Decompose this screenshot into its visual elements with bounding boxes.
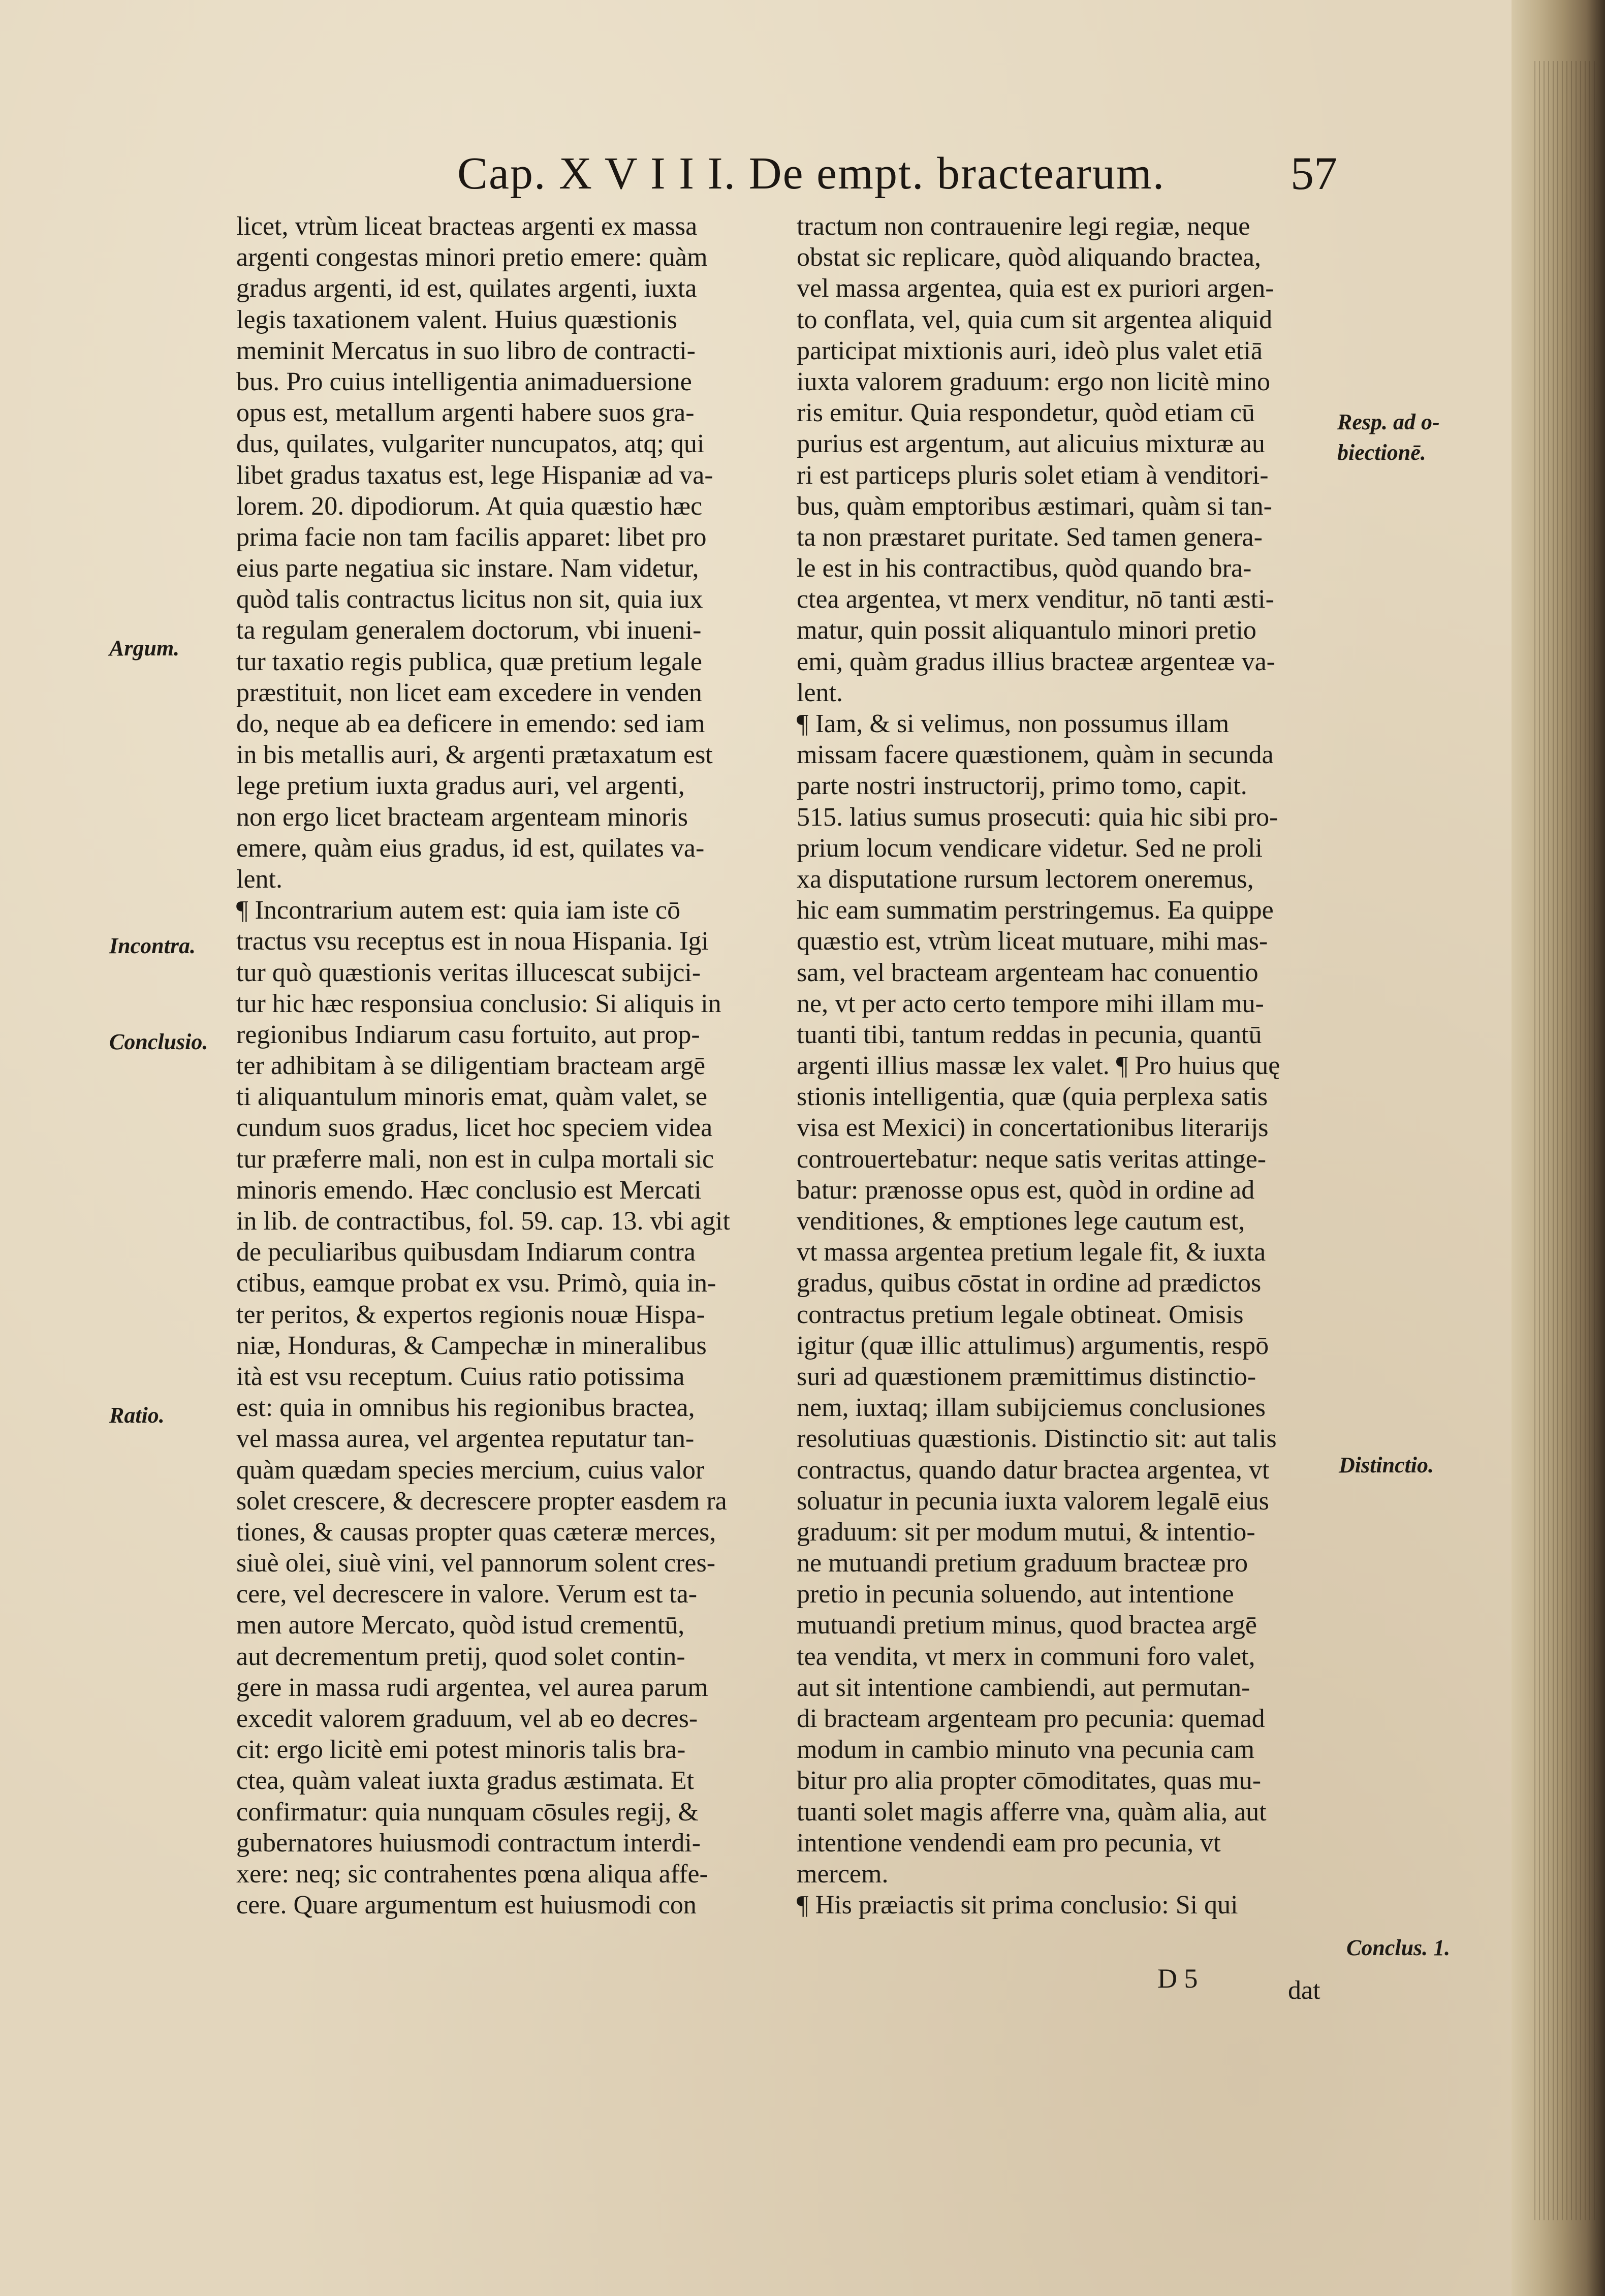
text-line: visa est Mexici) in concertationibus literarijs	[797, 1113, 1269, 1143]
text-line: lent.	[797, 678, 843, 707]
text-line: xa disputatione rursum lectorem oneremus,	[797, 864, 1254, 894]
text-line: argenti illius massæ lex valet. ¶ Pro huius quę	[797, 1051, 1280, 1081]
text-line: ris emitur. Quia respondetur, quòd etiam cū	[797, 398, 1255, 428]
text-line: vel massa argentea, quia est ex puriori argen-	[797, 274, 1274, 303]
text-line: præstituit, non licet eam excedere in venden	[236, 678, 702, 707]
right-text-column	[797, 211, 1305, 1921]
text-line: parte nostri instructorij, primo tomo, capit.	[797, 771, 1247, 801]
text-line: vt massa argentea pretium legale fit, & iuxta	[797, 1238, 1266, 1267]
text-line: ti aliquantulum minoris emat, quàm valet, se	[236, 1082, 708, 1112]
text-line: le est in his contractibus, quòd quando bra-	[797, 554, 1252, 583]
text-line: matur, quin possit aliquantulo minori pretio	[797, 616, 1256, 645]
text-line: emi, quàm gradus illius bracteæ argenteæ va-	[797, 647, 1275, 676]
margin-note-ratio: Ratio.	[109, 1403, 165, 1428]
text-line: xere: neq; sic contrahentes pœna aliqua affe-	[236, 1859, 708, 1889]
text-line: de peculiaribus quibusdam Indiarum contra	[236, 1238, 696, 1267]
text-line: sam, vel bracteam argenteam hac conuentio	[797, 958, 1258, 987]
text-line: cere. Quare argumentum est huiusmodi con	[236, 1891, 697, 1920]
text-line: cere, vel decrescere in valore. Verum est ta-	[236, 1580, 698, 1609]
text-line: graduum: sit per modum mutui, & intentio-	[797, 1517, 1255, 1547]
text-line: tuanti solet magis afferre vna, quàm alia, aut	[797, 1797, 1267, 1827]
text-line: iuxta valorem graduum: ergo non licitè mino	[797, 367, 1270, 396]
text-line: mutuandi pretium minus, quod bractea argē	[797, 1611, 1257, 1640]
catchword: dat	[1288, 1976, 1320, 2005]
margin-note-distinctio: Distinctio.	[1339, 1453, 1434, 1477]
text-line: solet crescere, & decrescere propter easdem ra	[236, 1486, 727, 1516]
text-line: in lib. de contractibus, fol. 59. cap. 13. vbi agit	[236, 1207, 730, 1236]
text-line: ta non præstaret puritate. Sed tamen genera-	[797, 522, 1263, 552]
text-line: libet gradus taxatus est, lege Hispaniæ ad va-	[236, 460, 713, 490]
text-line: ità est vsu receptum. Cuius ratio potissima	[236, 1362, 685, 1391]
text-line: emere, quàm eius gradus, id est, quilates va-	[236, 833, 705, 863]
text-line: prima facie non tam facilis apparet: libet pro	[236, 522, 707, 552]
text-line: to conflata, vel, quia cum sit argentea aliquid	[797, 305, 1273, 334]
text-line: quæstio est, vtrùm liceat mutuare, mihi mas-	[797, 927, 1268, 956]
text-line: lege pretium iuxta gradus auri, vel argenti,	[236, 771, 685, 801]
text-line: ctea, quàm valeat iuxta gradus æstimata. Et	[236, 1766, 695, 1796]
text-line: confirmatur: quia nunquam cōsules regij, &	[236, 1797, 699, 1827]
text-line: tractum non contrauenire legi regiæ, neque	[797, 212, 1250, 241]
text-line: excedit valorem graduum, vel ab eo decres-	[236, 1704, 698, 1733]
text-line: niæ, Honduras, & Campechæ in mineralibus	[236, 1331, 707, 1360]
page-edge-leaves	[1534, 61, 1595, 2220]
margin-note-resp-line-1: Resp. ad o-	[1337, 410, 1440, 434]
text-line: tur taxatio regis publica, quæ pretium legale	[236, 647, 702, 676]
text-line: nem, iuxtaq; illam subijciemus conclusiones	[797, 1393, 1266, 1423]
text-line: cundum suos gradus, licet hoc speciem videa	[236, 1113, 713, 1143]
text-line: gere in massa rudi argentea, vel aurea parum	[236, 1673, 708, 1702]
page-header	[457, 147, 1372, 208]
text-line: ter adhibitam à se diligentiam bracteam argē	[236, 1051, 706, 1081]
page-number: 57	[1291, 147, 1337, 199]
text-line: eius parte negatiua sic instare. Nam videtur,	[236, 554, 699, 583]
text-line: lorem. 20. dipodiorum. At quia quæstio hæc	[236, 491, 703, 521]
text-line: stionis intelligentia, quæ (quia perplexa satis	[797, 1082, 1268, 1112]
text-line: mercem.	[797, 1859, 889, 1889]
text-line: bus, quàm emptoribus æstimari, quàm si tan-	[797, 491, 1272, 521]
text-line: ne, vt per acto certo tempore mihi illam mu-	[797, 989, 1264, 1018]
text-line: tuanti tibi, tantum reddas in pecunia, quantū	[797, 1020, 1262, 1049]
text-line: contractus pretium legale obtineat. Omisis	[797, 1300, 1244, 1329]
text-line: participat mixtionis auri, ideò plus valet etiā	[797, 336, 1263, 365]
text-line: ne mutuandi pretium graduum bracteæ pro	[797, 1549, 1248, 1578]
text-line: men autore Mercato, quòd istud crementū,	[236, 1611, 685, 1640]
text-line: modum in cambio minuto vna pecunia cam	[797, 1735, 1255, 1765]
text-line: bus. Pro cuius intelligentia animaduersione	[236, 367, 692, 396]
text-line: ter peritos, & expertos regionis nouæ Hispa-	[236, 1300, 705, 1329]
text-line: siuè olei, siuè vini, vel pannorum solent cres-	[236, 1549, 716, 1578]
text-line: dus, quilates, vulgariter nuncupatos, atq; qui	[236, 429, 705, 459]
text-line: suri ad quæstionem præmittimus distinctio-	[797, 1362, 1256, 1391]
text-line: est: quia in omnibus his regionibus bractea,	[236, 1393, 695, 1423]
text-line: ¶ Iam, & si velimus, non possumus illam	[797, 709, 1230, 738]
text-line: batur: prænosse opus est, quòd in ordine ad	[797, 1175, 1255, 1205]
text-line: tur quò quæstionis veritas illucescat subijci-	[236, 958, 701, 987]
text-line: tur hic hæc responsiua conclusio: Si aliquis in	[236, 989, 721, 1018]
text-line: in bis metallis auri, & argenti prætaxatum est	[236, 740, 713, 770]
margin-note-resp-line-2: biectionē.	[1337, 440, 1426, 465]
text-line: tiones, & causas propter quas cæteræ merces,	[236, 1517, 716, 1547]
left-text-column	[236, 211, 744, 1921]
text-line: missam facere quæstionem, quàm in secunda	[797, 740, 1274, 770]
text-line: aut decrementum pretij, quod solet contin-	[236, 1642, 685, 1671]
text-line: vel massa aurea, vel argentea reputatur tan-	[236, 1424, 695, 1454]
margin-note-argum: Argum.	[109, 636, 180, 661]
margin-note-incontra: Incontra.	[109, 933, 196, 958]
running-head: Cap. X V I I I. De empt. bractearum.	[457, 148, 1166, 199]
text-line: tea vendita, vt merx in communi foro valet,	[797, 1642, 1255, 1671]
text-line: hic eam summatim perstringemus. Ea quippe	[797, 896, 1274, 925]
text-line: lent.	[236, 864, 282, 894]
text-line: resolutiuas quæstionis. Distinctio sit: aut talis	[797, 1424, 1277, 1454]
text-line: do, neque ab ea deficere in emendo: sed iam	[236, 709, 705, 738]
text-line: meminit Mercatus in suo libro de contracti-	[236, 336, 696, 365]
text-line: bitur pro alia propter cōmoditates, quas mu-	[797, 1766, 1262, 1796]
text-line: tractus vsu receptus est in noua Hispania. Igi	[236, 927, 709, 956]
margin-note-conclusio-1: Conclus. 1.	[1346, 1935, 1451, 1960]
text-line: minoris emendo. Hæc conclusio est Mercati	[236, 1175, 702, 1205]
text-line: purius est argentum, aut alicuius mixturæ au	[797, 429, 1265, 459]
text-line: gradus argenti, id est, quilates argenti, iuxta	[236, 274, 697, 303]
text-line: quàm quædam species mercium, cuius valor	[236, 1455, 705, 1485]
text-line: quòd talis contractus licitus non sit, quia iux	[236, 585, 703, 614]
text-line: tur præferre mali, non est in culpa mortali sic	[236, 1144, 714, 1174]
text-line: gubernatores huiusmodi contractum interdi-	[236, 1828, 701, 1858]
text-line: regionibus Indiarum casu fortuito, aut prop-	[236, 1020, 700, 1049]
text-line: venditiones, & emptiones lege cautum est,	[797, 1207, 1245, 1236]
text-line: cit: ergo licitè emi potest minoris talis bra-	[236, 1735, 686, 1765]
text-line: ta regulam generalem doctorum, vbi inueni-	[236, 616, 702, 645]
text-line: ¶ His præiactis sit prima conclusio: Si qui	[797, 1891, 1238, 1920]
text-line: argenti congestas minori pretio emere: quàm	[236, 243, 708, 272]
text-line: ctibus, eamque probat ex vsu. Primò, quia in-	[236, 1269, 716, 1298]
text-line: ri est particeps pluris solet etiam à venditori-	[797, 460, 1269, 490]
text-line: gradus, quibus cōstat in ordine ad prædictos	[797, 1269, 1262, 1298]
text-line: igitur (quæ illic attulimus) argumentis, respō	[797, 1331, 1269, 1360]
text-line: soluatur in pecunia iuxta valorem legalē eius	[797, 1486, 1269, 1516]
text-line: licet, vtrùm liceat bracteas argenti ex massa	[236, 212, 698, 241]
text-line: prium locum vendicare videtur. Sed ne proli	[797, 833, 1263, 863]
text-line: 515. latius sumus prosecuti: quia hic sibi pro-	[797, 802, 1278, 832]
text-line: ctea argentea, vt merx venditur, nō tanti æsti-	[797, 585, 1274, 614]
text-line: legis taxationem valent. Huius quæstionis	[236, 305, 678, 334]
signature-mark: D 5	[1157, 1963, 1198, 1994]
text-line: contractus, quando datur bractea argentea, vt	[797, 1455, 1270, 1485]
text-line: controuertebatur: neque satis veritas attinge-	[797, 1144, 1267, 1174]
text-line: di bracteam argenteam pro pecunia: quemad	[797, 1704, 1265, 1733]
text-line: pretio in pecunia soluendo, aut intentione	[797, 1580, 1234, 1609]
text-line: intentione vendendi eam pro pecunia, vt	[797, 1828, 1221, 1858]
text-line: ¶ Incontrarium autem est: quia iam iste cō	[236, 896, 681, 925]
text-line: opus est, metallum argenti habere suos gra-	[236, 398, 695, 428]
text-line: aut sit intentione cambiendi, aut permutan-	[797, 1673, 1250, 1702]
margin-note-conclusio: Conclusio.	[109, 1029, 208, 1054]
text-line: non ergo licet bracteam argenteam minoris	[236, 802, 688, 832]
text-line: obstat sic replicare, quòd aliquando bractea,	[797, 243, 1261, 272]
